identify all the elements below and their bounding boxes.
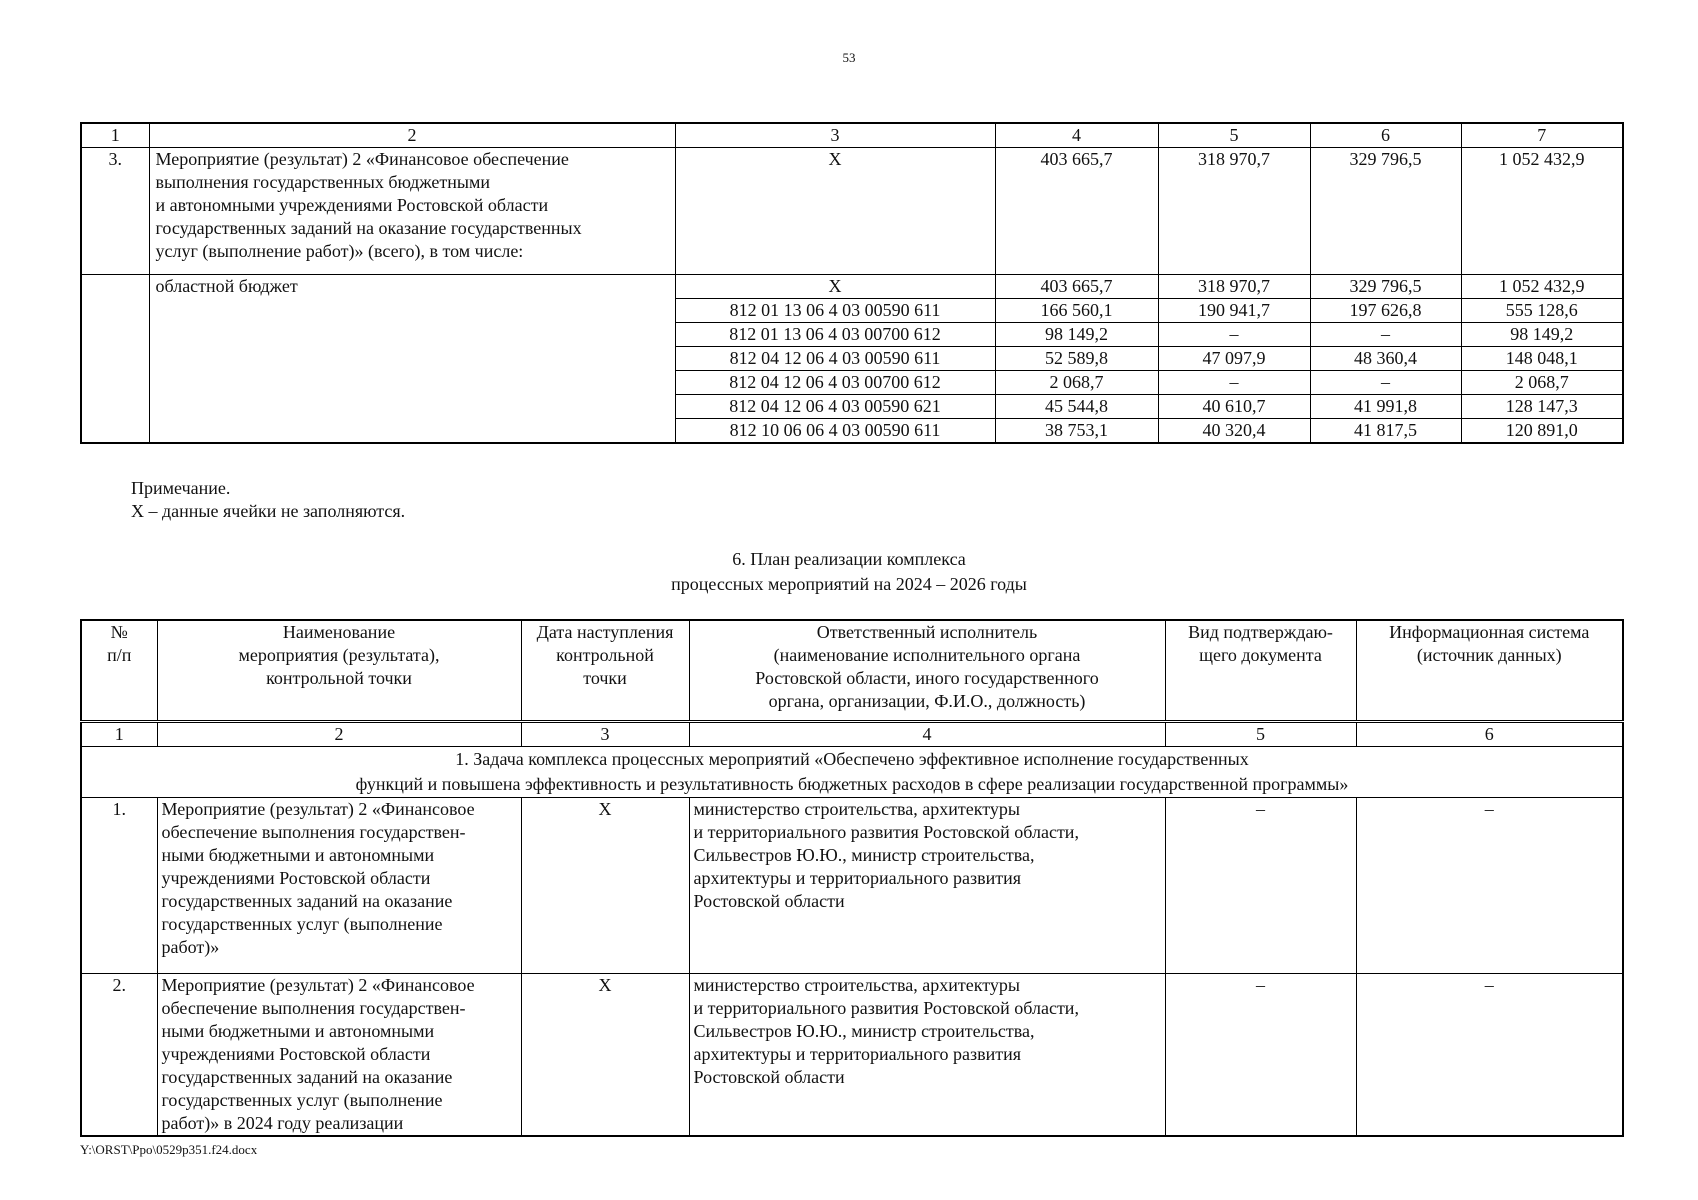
section-title [0, 547, 1698, 597]
implementation-plan-table [80, 619, 1624, 1137]
index-cell: 1 [81, 722, 157, 747]
amount-2025: – [1158, 371, 1310, 395]
amount-2024: 38 753,1 [995, 419, 1158, 444]
budget-code: 812 04 12 06 4 03 00590 621 [675, 395, 995, 419]
amount-2025: 40 610,7 [1158, 395, 1310, 419]
measure-name: Мероприятие (результат) 2 «Финансовое обеспечение выполнения государствен- ными бюджетными и автономными учреждениями Ростовской области государственных заданий на оказание государственных услуг (выполнение работ)» в 2024 году реализации [157, 974, 521, 1137]
plan-header-row [81, 620, 1623, 722]
amount-2025: 47 097,9 [1158, 347, 1310, 371]
measure-name: Мероприятие (результат) 2 «Финансовое обеспечение выполнения государственных бюджетными и автономными учреждениями Ростовской области государственных заданий на оказание государственных услуг (выполнение работ)» (всего), в том числе: [149, 148, 675, 275]
header-cell: 7 [1461, 123, 1623, 148]
control-date: Х [521, 798, 689, 974]
note-title: Примечание. [131, 478, 231, 498]
note [131, 477, 405, 523]
amount-total: 128 147,3 [1461, 395, 1623, 419]
amount-total: 2 068,7 [1461, 371, 1623, 395]
index-cell: 3 [521, 722, 689, 747]
amount-2025: 318 970,7 [1158, 275, 1310, 299]
header-cell: 2 [149, 123, 675, 148]
table-row [81, 148, 1623, 275]
amount-total: 98 149,2 [1461, 323, 1623, 347]
document-type: – [1165, 798, 1356, 974]
amount-2025: 40 320,4 [1158, 419, 1310, 444]
index-cell: 2 [157, 722, 521, 747]
header-cell: 1 [81, 123, 149, 148]
header-cell: 5 [1158, 123, 1310, 148]
amount-2026: – [1310, 371, 1461, 395]
index-cell: 6 [1356, 722, 1623, 747]
amount-2025: 318 970,7 [1158, 148, 1310, 275]
amount-2026: 41 817,5 [1310, 419, 1461, 444]
index-cell: 4 [689, 722, 1165, 747]
amount-2026: 329 796,5 [1310, 275, 1461, 299]
task-title: 1. Задача комплекса процессных мероприятий «Обеспечено эффективное исполнение государственных функций и повышена эффективность и результативность бюджетных расходов в сфере реализации государственной программы» [81, 747, 1623, 798]
amount-2026: 41 991,8 [1310, 395, 1461, 419]
budget-code: Х [675, 148, 995, 275]
note-text: Х – данные ячейки не заполняются. [131, 501, 406, 521]
section-title-line: 6. План реализации комплекса [732, 549, 966, 569]
header-cell: Информационная система (источник данных) [1356, 620, 1623, 722]
table-row [81, 275, 1623, 299]
page-number: 53 [842, 50, 856, 65]
amount-2024: 403 665,7 [995, 148, 1158, 275]
header-cell: Наименование мероприятия (результата), контрольной точки [157, 620, 521, 722]
amount-2024: 52 589,8 [995, 347, 1158, 371]
information-system: – [1356, 798, 1623, 974]
amount-total: 148 048,1 [1461, 347, 1623, 371]
budget-code: 812 01 13 06 4 03 00590 611 [675, 299, 995, 323]
amount-total: 1 052 432,9 [1461, 148, 1623, 275]
amount-2024: 403 665,7 [995, 275, 1158, 299]
amount-total: 1 052 432,9 [1461, 275, 1623, 299]
amount-2024: 98 149,2 [995, 323, 1158, 347]
amount-2024: 45 544,8 [995, 395, 1158, 419]
amount-2025: 190 941,7 [1158, 299, 1310, 323]
header-cell: 4 [995, 123, 1158, 148]
document-type: – [1165, 974, 1356, 1137]
index-cell: 5 [1165, 722, 1356, 747]
responsible-executor: министерство строительства, архитектуры и территориального развития Ростовской области, Сильвестров Ю.Ю., министр строительства, архитектуры и территориального развития Ростовской области [689, 798, 1165, 974]
budget-code: 812 01 13 06 4 03 00700 612 [675, 323, 995, 347]
amount-2024: 2 068,7 [995, 371, 1158, 395]
budget-label: областной бюджет [149, 275, 675, 444]
amount-2026: – [1310, 323, 1461, 347]
footer-file-path: Y:\ORST\Ppo\0529p351.f24.docx [80, 1142, 258, 1157]
amount-2026: 329 796,5 [1310, 148, 1461, 275]
table-row [81, 974, 1623, 1137]
header-cell: № п/п [81, 620, 157, 722]
empty-cell [81, 275, 149, 444]
control-date: Х [521, 974, 689, 1137]
header-cell: Ответственный исполнитель (наименование исполнительного органа Ростовской области, иного государственного органа, организации, Ф.И.О., должность) [689, 620, 1165, 722]
financing-header-row [81, 123, 1623, 148]
plan-index-row [81, 722, 1623, 747]
row-number: 3. [81, 148, 149, 275]
header-cell: Дата наступления контрольной точки [521, 620, 689, 722]
row-number: 1. [81, 798, 157, 974]
financing-table [80, 122, 1624, 444]
table-row [81, 798, 1623, 974]
amount-2024: 166 560,1 [995, 299, 1158, 323]
header-cell: Вид подтверждаю- щего документа [1165, 620, 1356, 722]
budget-code: 812 04 12 06 4 03 00700 612 [675, 371, 995, 395]
responsible-executor: министерство строительства, архитектуры и территориального развития Ростовской области, Сильвестров Ю.Ю., министр строительства, архитектуры и территориального развития Ростовской области [689, 974, 1165, 1137]
budget-code: 812 10 06 06 4 03 00590 611 [675, 419, 995, 444]
header-cell: 6 [1310, 123, 1461, 148]
task-row [81, 747, 1623, 798]
row-number: 2. [81, 974, 157, 1137]
budget-code: 812 04 12 06 4 03 00590 611 [675, 347, 995, 371]
amount-total: 120 891,0 [1461, 419, 1623, 444]
amount-2025: – [1158, 323, 1310, 347]
information-system: – [1356, 974, 1623, 1137]
measure-name: Мероприятие (результат) 2 «Финансовое обеспечение выполнения государствен- ными бюджетными и автономными учреждениями Ростовской области государственных заданий на оказание государственных услуг (выполнение работ)» [157, 798, 521, 974]
budget-code: Х [675, 275, 995, 299]
header-cell: 3 [675, 123, 995, 148]
amount-2026: 48 360,4 [1310, 347, 1461, 371]
amount-total: 555 128,6 [1461, 299, 1623, 323]
amount-2026: 197 626,8 [1310, 299, 1461, 323]
section-title-line: процессных мероприятий на 2024 – 2026 годы [671, 574, 1027, 594]
